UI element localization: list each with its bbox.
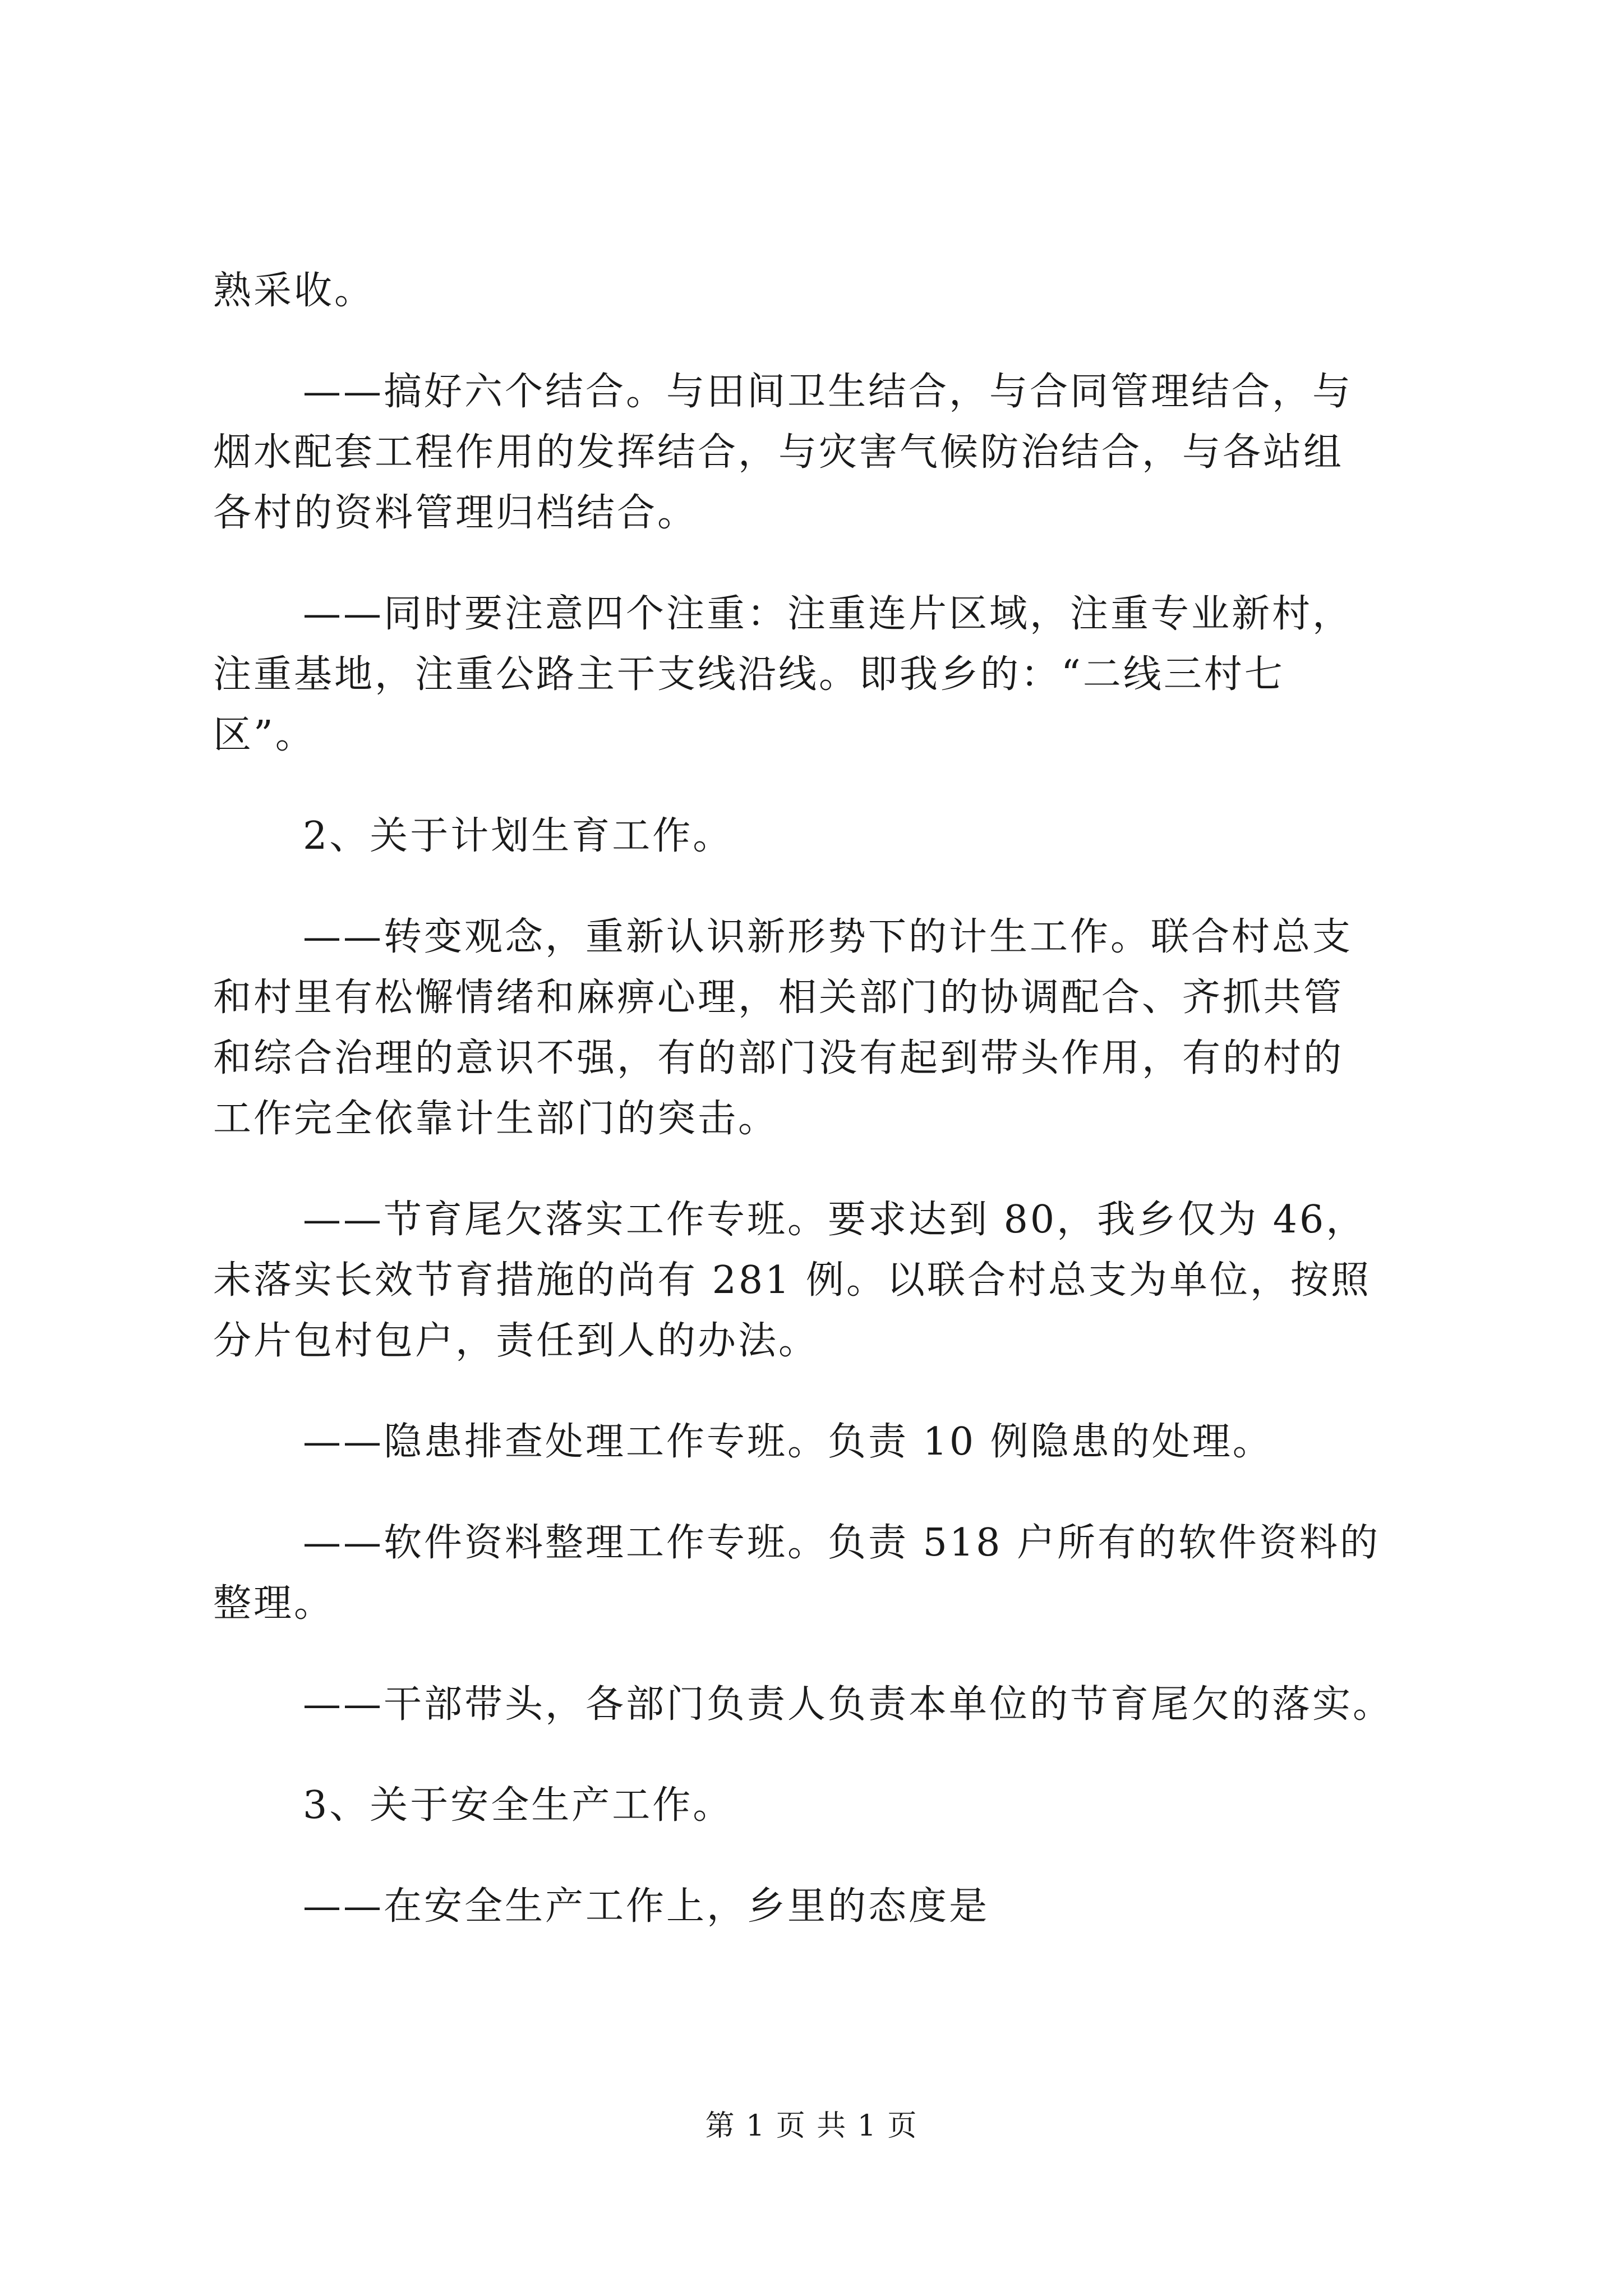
paragraph-line: 烟水配套工程作用的发挥结合，与灾害气候防治结合，与各站组 [213, 430, 1344, 475]
paragraph-line: ——在安全生产工作上，乡里的态度是 [303, 1884, 990, 1929]
paragraph-line: 各村的资料管理归档结合。 [213, 491, 698, 535]
paragraph-line: 熟采收。 [213, 269, 375, 313]
section-heading: 2、关于计划生育工作。 [303, 814, 734, 858]
paragraph-line: 和村里有松懈情绪和麻痹心理，相关部门的协调配合、齐抓共管 [213, 976, 1344, 1020]
paragraph-line: 整理。 [213, 1581, 335, 1626]
paragraph-line: ——转变观念，重新认识新形势下的计生工作。联合村总支 [303, 915, 1353, 959]
paragraph-line: 未落实长效节育措施的尚有 281 例。以联合村总支为单位，按照 [213, 1258, 1372, 1303]
paragraph-line: 注重基地，注重公路主干支线沿线。即我乡的：“二线三村七 [213, 652, 1285, 697]
paragraph-line: ——隐患排查处理工作专班。负责 10 例隐患的处理。 [303, 1420, 1273, 1464]
section-heading: 3、关于安全生产工作。 [303, 1783, 734, 1828]
paragraph-line: ——同时要注意四个注重：注重连片区域，注重专业新村， [303, 592, 1353, 636]
paragraph-line: 分片包村包户，责任到人的办法。 [213, 1319, 819, 1363]
paragraph-line: ——节育尾欠落实工作专班。要求达到 80，我乡仅为 46， [303, 1198, 1367, 1242]
page-footer: 第 1 页 共 1 页 [705, 2109, 918, 2143]
paragraph-line: 区”。 [213, 713, 316, 757]
paragraph-line: 工作完全依靠计生部门的突击。 [213, 1097, 779, 1141]
paragraph-line: ——搞好六个结合。与田间卫生结合，与合同管理结合，与 [303, 370, 1353, 414]
paragraph-line: ——干部带头，各部门负责人负责本单位的节育尾欠的落实。 [303, 1682, 1394, 1727]
document-body [213, 261, 1424, 1937]
paragraph-line: ——软件资料整理工作专班。负责 518 户所有的软件资料的 [303, 1521, 1381, 1565]
paragraph-line: 和综合治理的意识不强，有的部门没有起到带头作用，有的村的 [213, 1036, 1344, 1080]
